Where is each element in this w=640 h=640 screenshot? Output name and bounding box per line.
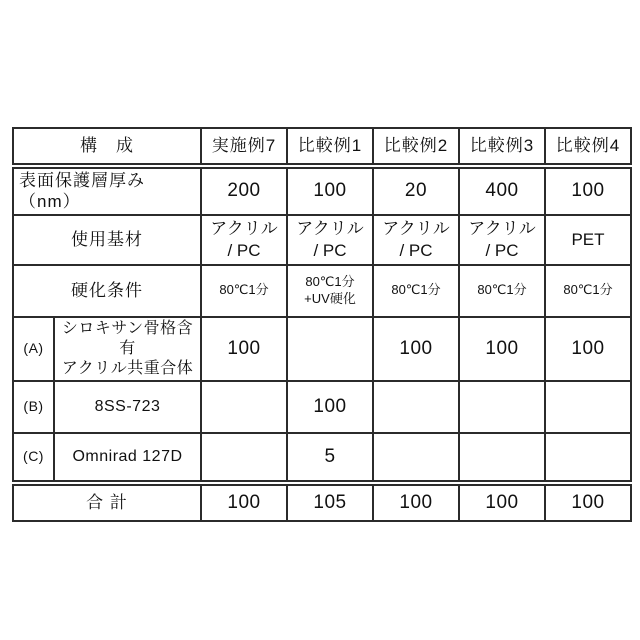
table-row-component-c [13, 433, 631, 483]
component-b-value [373, 381, 459, 433]
thickness-value: 100 [287, 166, 373, 215]
component-b-value [545, 381, 631, 433]
component-a-value [287, 317, 373, 381]
component-c-tag: (C) [13, 433, 54, 483]
component-a-name: シロキサン骨格含有 アクリル共重合体 [54, 317, 201, 381]
header-composition: 構 成 [13, 128, 201, 166]
component-b-value [459, 381, 545, 433]
thickness-value: 100 [545, 166, 631, 215]
component-b-value [201, 381, 287, 433]
table-row-component-b [13, 381, 631, 433]
table-row-header [13, 128, 631, 166]
component-b-tag: (B) [13, 381, 54, 433]
component-c-value [545, 433, 631, 483]
total-value: 100 [373, 483, 459, 521]
total-label: 合 計 [13, 483, 201, 521]
table-row-thickness [13, 166, 631, 215]
curing-label: 硬化条件 [13, 265, 201, 317]
substrate-value: アクリル / PC [373, 215, 459, 265]
header-comparative4: 比較例4 [545, 128, 631, 166]
curing-value: 80℃1分 [373, 265, 459, 317]
substrate-value: アクリル / PC [287, 215, 373, 265]
table-row-component-a [13, 317, 631, 381]
total-value: 100 [545, 483, 631, 521]
component-b-name: 8SS-723 [54, 381, 201, 433]
curing-value: 80℃1分 +UV硬化 [287, 265, 373, 317]
header-comparative2: 比較例2 [373, 128, 459, 166]
curing-value: 80℃1分 [459, 265, 545, 317]
thickness-value: 400 [459, 166, 545, 215]
header-comparative1: 比較例1 [287, 128, 373, 166]
total-value: 100 [459, 483, 545, 521]
thickness-value: 200 [201, 166, 287, 215]
component-a-value: 100 [545, 317, 631, 381]
composition-table [12, 127, 632, 522]
total-value: 100 [201, 483, 287, 521]
component-a-value: 100 [459, 317, 545, 381]
curing-value: 80℃1分 [201, 265, 287, 317]
header-comparative3: 比較例3 [459, 128, 545, 166]
component-c-value: 5 [287, 433, 373, 483]
total-value: 105 [287, 483, 373, 521]
component-a-tag: (A) [13, 317, 54, 381]
thickness-value: 20 [373, 166, 459, 215]
component-c-value [459, 433, 545, 483]
table-row-substrate [13, 215, 631, 265]
component-a-value: 100 [373, 317, 459, 381]
curing-value: 80℃1分 [545, 265, 631, 317]
table-row-curing [13, 265, 631, 317]
component-b-value: 100 [287, 381, 373, 433]
component-a-value: 100 [201, 317, 287, 381]
component-c-value [373, 433, 459, 483]
substrate-value: PET [545, 215, 631, 265]
header-example7: 実施例7 [201, 128, 287, 166]
table-row-total [13, 483, 631, 521]
substrate-value: アクリル / PC [459, 215, 545, 265]
substrate-value: アクリル / PC [201, 215, 287, 265]
component-c-name: Omnirad 127D [54, 433, 201, 483]
substrate-label: 使用基材 [13, 215, 201, 265]
thickness-label: 表面保護層厚み （nm） [13, 166, 201, 215]
component-c-value [201, 433, 287, 483]
